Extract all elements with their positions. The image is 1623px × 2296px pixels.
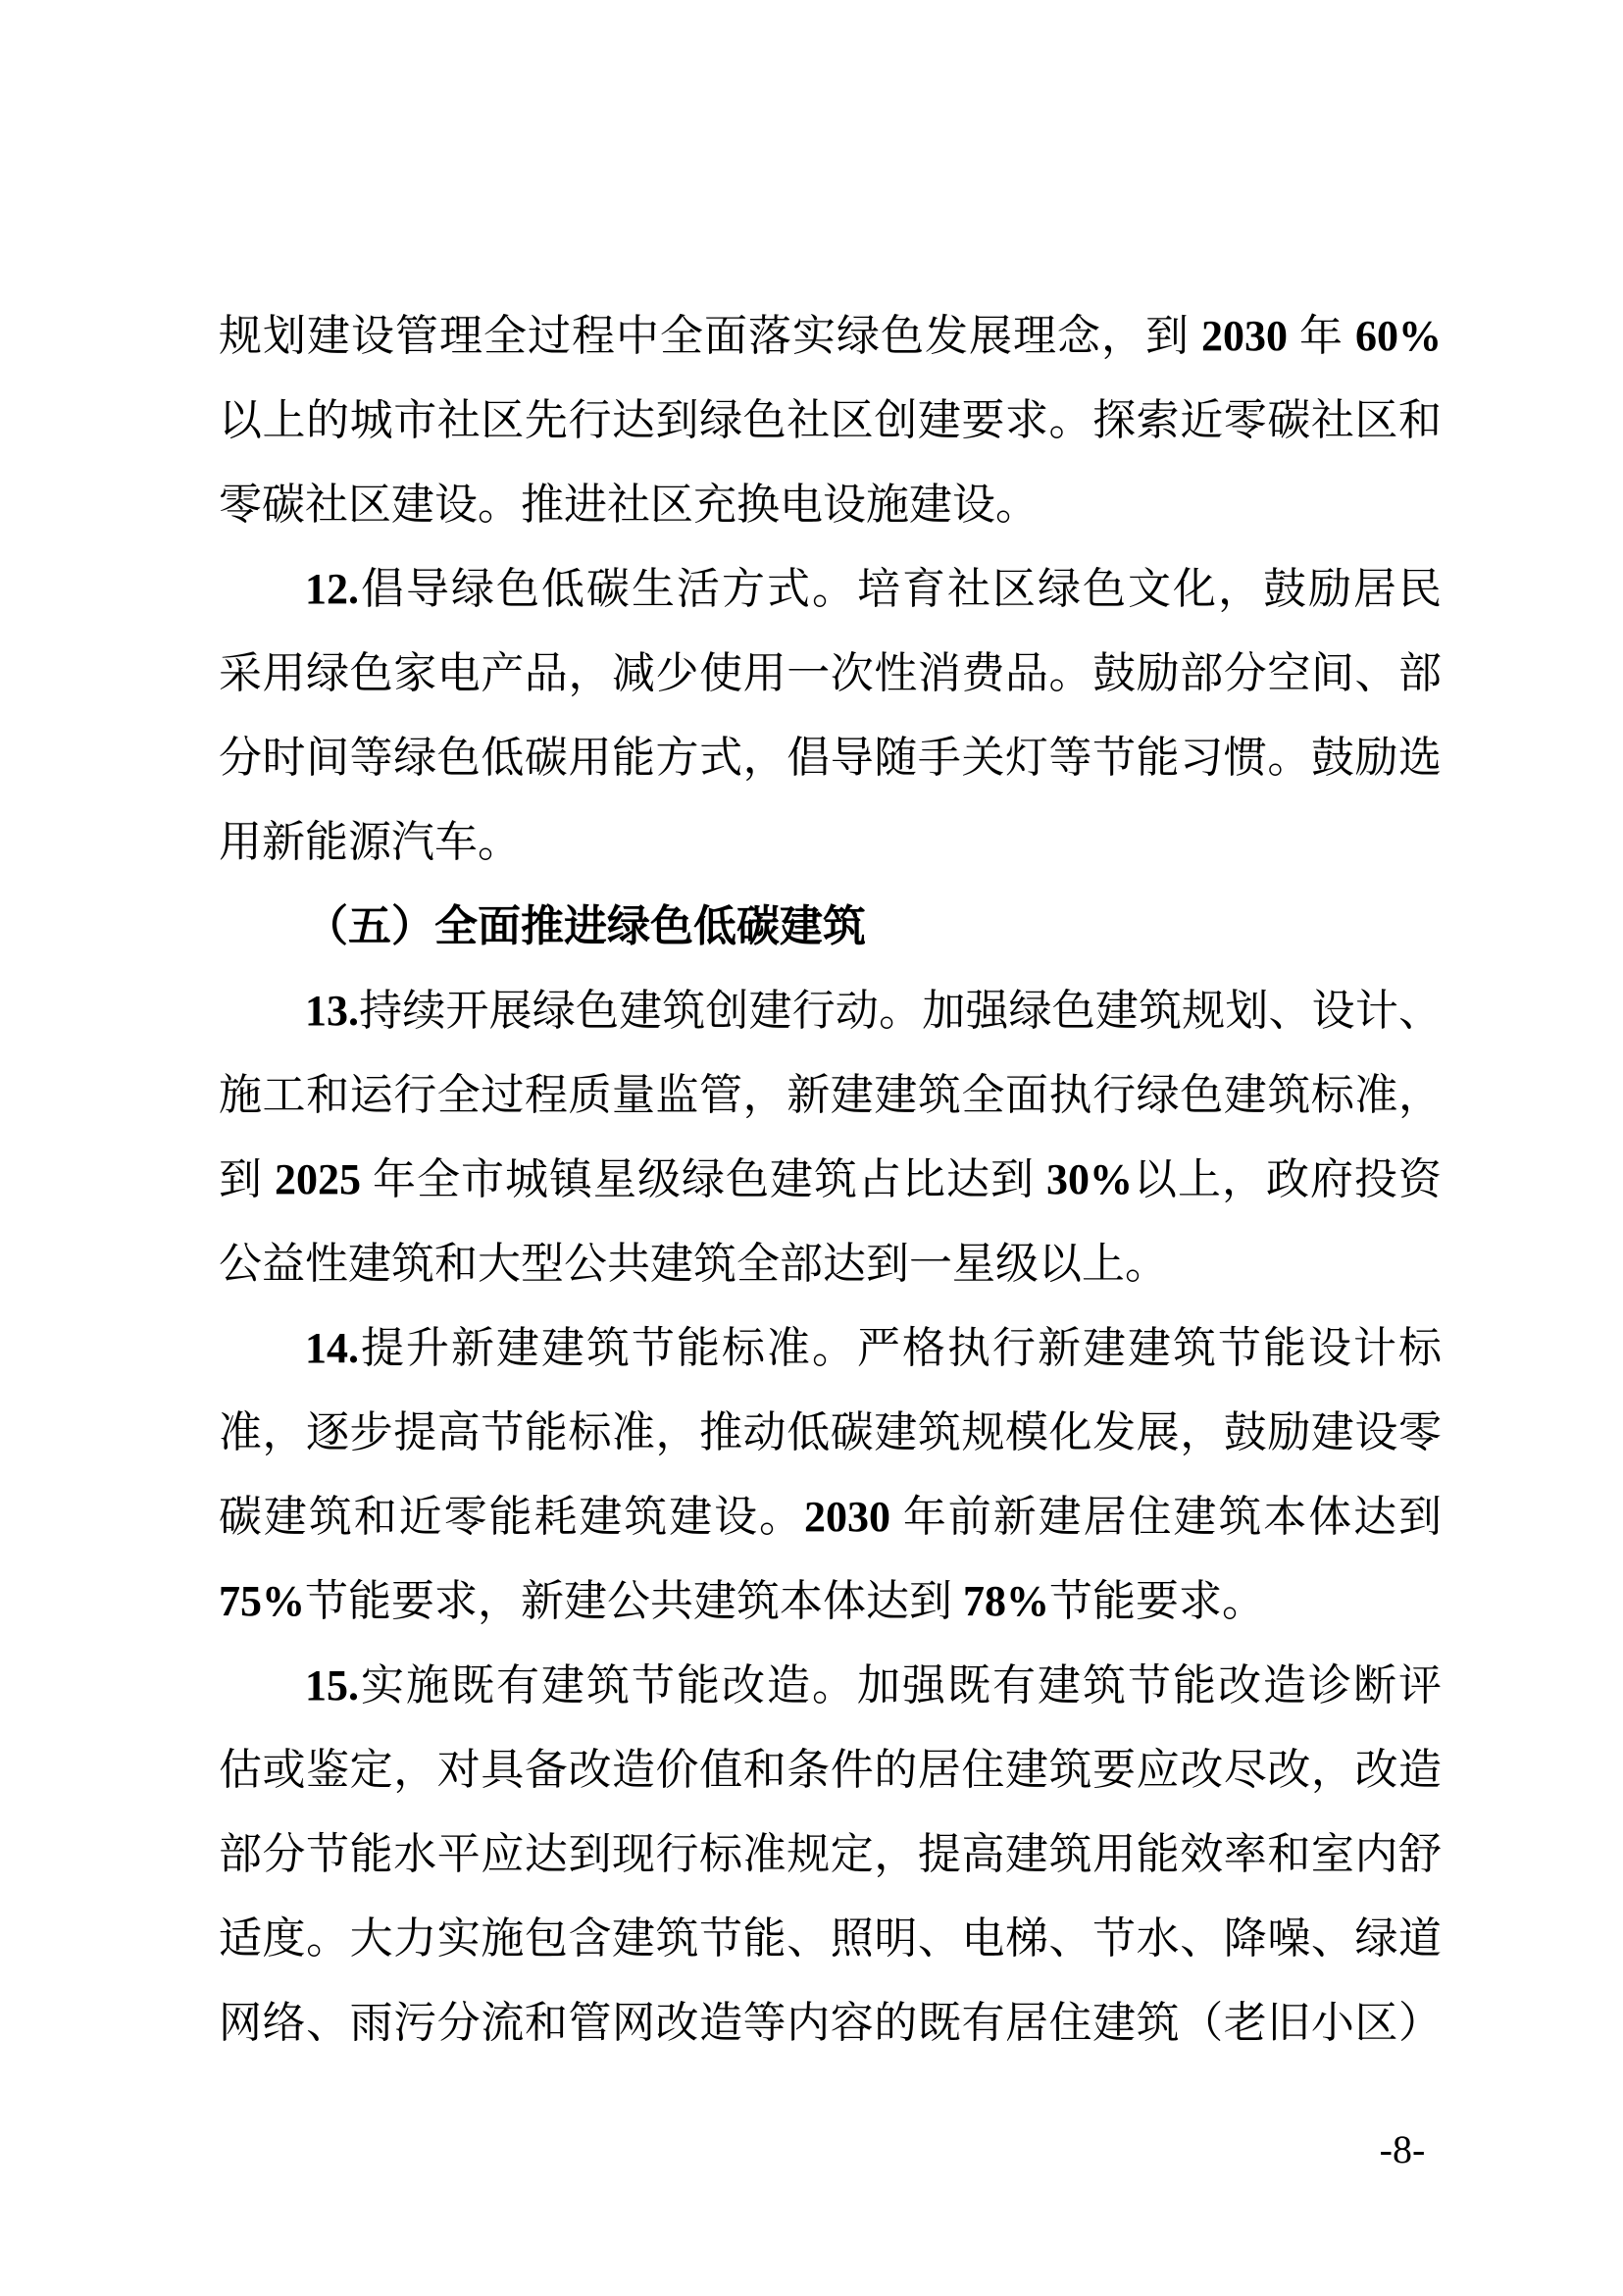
body-text: 估或鉴定，对具备改造价值和条件的居住建筑要应改尽改，改造 [219,1746,1442,1794]
text-line [219,1222,1442,1306]
text-line [219,969,1442,1053]
body-text: 节能要求。 [1049,1577,1265,1625]
body-text: 持续开展绿色建筑创建行动。加强绿色建筑规划、设计、 [359,987,1442,1035]
emphasized-text: 75% [219,1577,305,1625]
text-line [219,1728,1442,1812]
body-text: 以上的城市社区先行达到绿色社区创建要求。探索近零碳社区和 [219,396,1442,444]
body-text: 网络、雨污分流和管网改造等内容的既有居住建筑（老旧小区） [219,1999,1442,2047]
text-line [219,547,1442,632]
body-text: 公益性建筑和大型公共建筑全部达到一星级以上。 [219,1240,1168,1288]
body-text: 适度。大力实施包含建筑节能、照明、电梯、节水、降噪、绿道 [219,1914,1442,1963]
body-text: 采用绿色家电产品，减少使用一次性消费品。鼓励部分空间、部 [219,649,1442,697]
body-text: 分时间等绿色低碳用能方式，倡导随手关灯等节能习惯。鼓励选 [219,734,1442,782]
emphasized-text: 60% [1355,312,1442,360]
page-number: -8- [1379,2127,1426,2171]
body-text: 零碳社区建设。推进社区充换电设施建设。 [219,481,1039,529]
body-text: 碳建筑和近零能耗建筑建设。 [219,1493,804,1541]
body-text: 以上，政府投资 [1133,1155,1442,1203]
body-text: 年前新建居住建筑本体达到 [889,1493,1443,1541]
body-text: 用新能源汽车。 [219,818,521,866]
body-text: 部分节能水平应达到现行标准规定，提高建筑用能效率和室内舒 [219,1830,1442,1878]
emphasized-text: 12. [305,565,359,613]
text-line [219,1981,1442,2066]
text-line [219,1644,1442,1728]
emphasized-text: 13. [305,987,359,1035]
body-text: 实施既有建筑节能改造。加强既有建筑节能改造诊断评 [359,1661,1442,1709]
text-line [219,1138,1442,1222]
emphasized-text: 2025 [275,1155,361,1203]
text-line [219,800,1442,885]
body-text: 施工和运行全过程质量监管，新建建筑全面执行绿色建筑标准， [219,1071,1442,1119]
emphasized-text: 14. [305,1324,359,1372]
text-line [219,463,1442,547]
document-body [219,294,1442,2066]
body-text: 提升新建建筑节能标准。严格执行新建建筑节能设计标 [359,1324,1442,1372]
body-text: 年全市城镇星级绿色建筑占比达到 [361,1155,1046,1203]
body-text: 年 [1288,312,1355,360]
text-line [219,1812,1442,1897]
text-line [219,294,1442,379]
body-text: 到 [219,1155,275,1203]
body-text: 准，逐步提高节能标准，推动低碳建筑规模化发展，鼓励建设零 [219,1408,1442,1456]
body-text: 节能要求，新建公共建筑本体达到 [305,1577,963,1625]
body-text: 规划建设管理全过程中全面落实绿色发展理念，到 [219,312,1201,360]
text-line [219,716,1442,800]
emphasized-text: 2030 [803,1493,890,1541]
emphasized-text: （五）全面推进绿色低碳建筑 [305,902,866,950]
emphasized-text: 78% [963,1577,1049,1625]
text-line [219,379,1442,463]
text-line [219,632,1442,716]
text-line [219,1391,1442,1475]
text-line [219,1897,1442,1981]
emphasized-text: 2030 [1201,312,1288,360]
section-heading [219,885,1442,969]
text-line [219,1475,1442,1559]
emphasized-text: 15. [305,1661,359,1709]
text-line [219,1053,1442,1138]
body-text: 倡导绿色低碳生活方式。培育社区绿色文化，鼓励居民 [359,565,1442,613]
emphasized-text: 30% [1046,1155,1133,1203]
text-line [219,1306,1442,1391]
text-line [219,1559,1442,1644]
